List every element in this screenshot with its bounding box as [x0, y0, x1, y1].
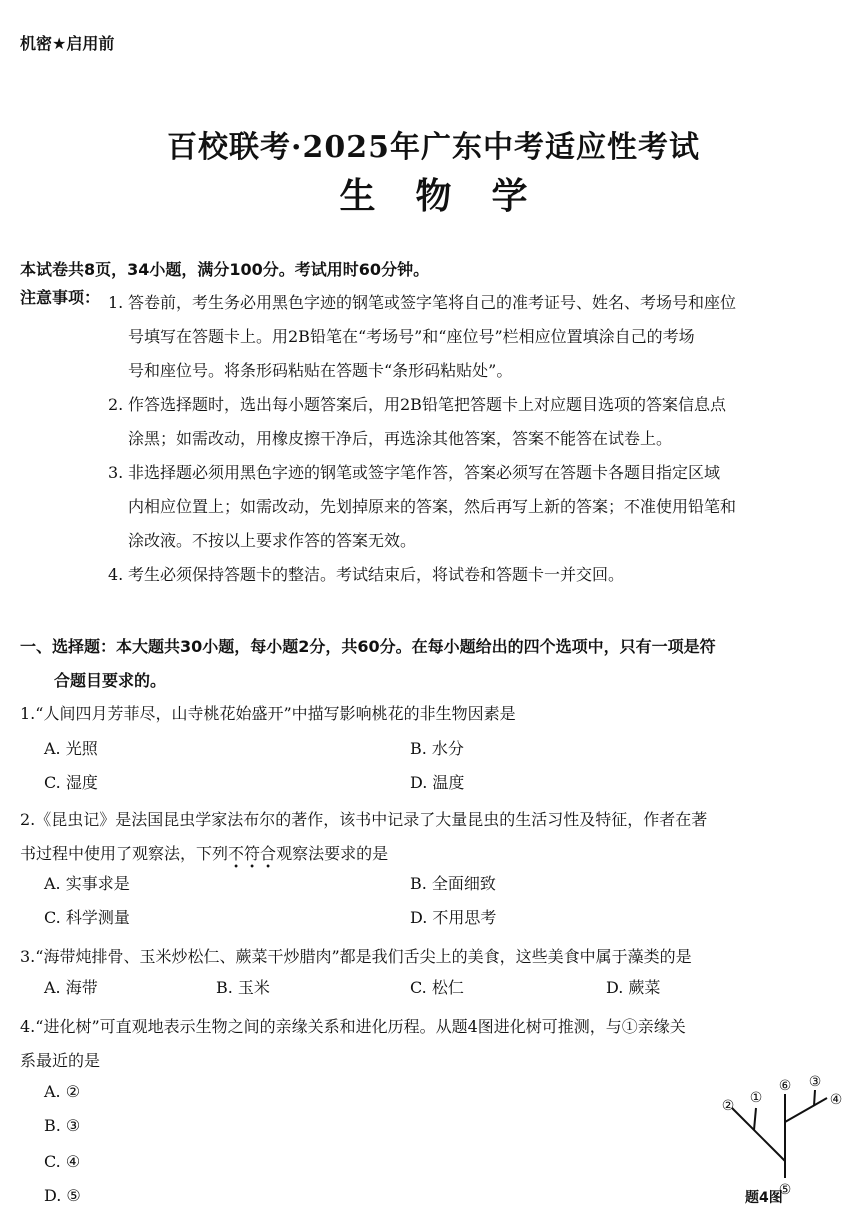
branch-line [785, 1098, 827, 1122]
option-c: C. 科学测量 [44, 908, 130, 927]
tree-label: ③ [808, 1074, 822, 1090]
option-c: C. 松仁 [410, 978, 464, 997]
option-c: C. 湿度 [44, 773, 98, 792]
note-line: 号和座位号。将条形码粘贴在答题卡“条形码粘贴处”。 [128, 361, 513, 380]
tree-label: ④ [829, 1092, 843, 1108]
note-number: 4. [108, 565, 124, 584]
question-2-stem [20, 803, 850, 871]
option-a: A. ② [44, 1082, 81, 1101]
note-item-2 [108, 388, 850, 456]
note-line: 答卷前，考生务必用黑色字迹的钢笔或签字笔将自己的准考证号、姓名、考场号和座位 [128, 293, 737, 312]
option-a: A. 海带 [44, 978, 98, 997]
notes-label: 注意事项： [20, 288, 101, 307]
note-line: 涂改液。不按以上要求作答的答案无效。 [128, 531, 417, 550]
note-number: 3. [108, 463, 124, 482]
section-heading [20, 630, 850, 698]
note-line: 内相应位置上；如需改动，先划掉原来的答案，然后再写上新的答案；不准使用铅笔和 [128, 497, 737, 516]
tree-label: ⑤ [778, 1182, 792, 1198]
option-b: B. 水分 [410, 739, 464, 758]
option-b: B. 全面细致 [410, 874, 496, 893]
option-a: A. 光照 [44, 739, 98, 758]
tree-label: ② [721, 1098, 735, 1114]
branch-line [754, 1108, 756, 1130]
note-line: 号填写在答题卡上。用2B铅笔在“考场号”和“座位号”栏相应位置填涂自己的考场 [128, 327, 695, 346]
confidential-mark: 机密★启用前 [20, 34, 115, 53]
option-d: D. 不用思考 [410, 908, 497, 927]
note-number: 2. [108, 395, 124, 414]
emphasis-char: 不 [228, 844, 245, 863]
branch-line [732, 1108, 785, 1161]
option-b: B. 玉米 [216, 978, 270, 997]
option-d: D. ⑤ [44, 1186, 81, 1205]
question-1-stem: 1.“人间四月芳菲尽，山寺桃花始盛开”中描写影响桃花的非生物因素是 [20, 704, 516, 723]
question-2-line-2 [20, 837, 850, 871]
section-heading-line: 一、选择题：本大题共30小题，每小题2分，共60分。在每小题给出的四个选项中，只有一项是符 [20, 637, 716, 656]
emphasis-char: 符 [244, 844, 261, 863]
tree-label: ① [749, 1090, 763, 1106]
subject-title: 生物学 [339, 176, 568, 217]
option-d: D. 温度 [410, 773, 465, 792]
stem-text: 书过程中使用了观察法，下列 [20, 844, 229, 863]
note-number: 1. [108, 293, 124, 312]
stem-text: 观察法要求的是 [276, 844, 389, 863]
notes-block [20, 286, 850, 592]
option-d: D. 蕨菜 [606, 978, 661, 997]
section-heading-line: 合题目要求的。 [54, 671, 167, 690]
note-line: 考生必须保持答题卡的整洁。考试结束后，将试卷和答题卡一并交回。 [128, 565, 625, 584]
question-4-line-2: 系最近的是 [20, 1051, 101, 1070]
note-item-3 [108, 456, 850, 558]
exam-intro: 本试卷共8页，34小题，满分100分。考试用时60分钟。 [20, 260, 430, 279]
tree-label: ⑥ [778, 1078, 792, 1094]
question-4-line-1: 4.“进化树”可直观地表示生物之间的亲缘关系和进化历程。从题4图进化树可推测，与①亲缘关 [20, 1017, 686, 1036]
question-2-line-1: 2.《昆虫记》是法国昆虫学家法布尔的著作，该书中记录了大量昆虫的生活习性及特征，作者在著 [20, 810, 708, 829]
option-b: B. ③ [44, 1116, 81, 1135]
emphasis-char: 合 [260, 844, 277, 863]
note-line: 涂黑；如需改动，用橡皮擦干净后，再选涂其他答案，答案不能答在试卷上。 [128, 429, 673, 448]
note-line: 作答选择题时，选出每小题答案后，用2B铅笔把答题卡上对应题目选项的答案信息点 [128, 395, 726, 414]
option-c: C. ④ [44, 1152, 81, 1171]
exam-title: 百校联考·2025年广东中考适应性考试 [167, 130, 700, 165]
note-item-1 [108, 286, 850, 388]
question-3-stem: 3.“海带炖排骨、玉米炒松仁、蕨菜干炒腊肉”都是我们舌尖上的美食，这些美食中属于藻类的是 [20, 947, 692, 966]
note-item-4 [108, 558, 850, 592]
figure-caption: 题4图 [745, 1190, 783, 1206]
tree-branches [732, 1090, 827, 1178]
branch-line [814, 1090, 815, 1106]
evolution-tree-diagram [710, 1068, 860, 1203]
note-line: 非选择题必须用黑色字迹的钢笔或签字笔作答，答案必须写在答题卡各题目指定区域 [128, 463, 721, 482]
option-a: A. 实事求是 [44, 874, 130, 893]
